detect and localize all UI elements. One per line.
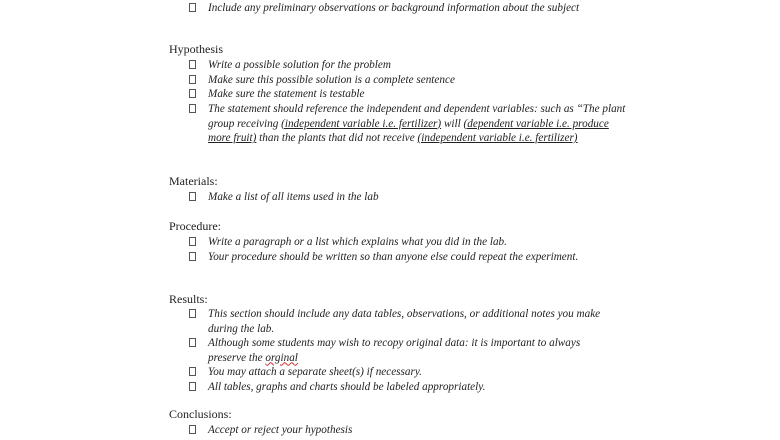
results-heading: Results: <box>169 292 208 306</box>
materials-item <box>189 190 629 205</box>
results-item <box>189 336 599 365</box>
checkbox-icon <box>189 3 196 12</box>
checkbox-icon <box>189 367 196 376</box>
checkbox-icon <box>189 89 196 98</box>
results-item <box>189 380 629 395</box>
intro-item-text: Include any preliminary observations or background information about the subject <box>208 2 580 14</box>
hypothesis-item-text: Write a possible solution for the problem <box>208 59 391 71</box>
intro-item <box>189 1 629 16</box>
checkbox-icon <box>189 192 196 201</box>
procedure-item-text: Write a paragraph or a list which explains what you did in the lab. <box>208 236 507 248</box>
procedure-item-text: Your procedure should be written so than anyone else could repeat the experiment. <box>208 250 579 263</box>
results-item-text: You may attach a separate sheet(s) if necessary. <box>208 366 422 378</box>
conclusions-item-text: Accept or reject your hypothesis <box>208 424 353 436</box>
underlined-phrase: (independent variable i.e. fertilizer) <box>281 117 442 130</box>
hypothesis-item-text: The statement should reference the independent and dependent variables: such as “The plant group receiving (independent variable i.e. fertilizer) will (dependent variable i.e. produce more fruit) than the plants that did not receive (independent variable i.e. fertilizer) <box>208 103 626 144</box>
hypothesis-item-text: Make sure this possible solution is a complete sentence <box>208 73 455 86</box>
checkbox-icon <box>189 252 196 261</box>
materials-heading: Materials: <box>169 174 218 188</box>
checkbox-icon <box>189 237 196 246</box>
hypothesis-item <box>189 58 629 73</box>
results-item <box>189 365 629 380</box>
hypothesis-heading: Hypothesis <box>169 42 223 56</box>
results-item-text: All tables, graphs and charts should be labeled appropriately. <box>208 380 486 393</box>
procedure-item <box>189 235 629 250</box>
results-item-text: Although some students may wish to recopy original data: it is important to always preserve the orginal <box>208 337 581 364</box>
checkbox-icon <box>189 382 196 391</box>
checkbox-icon <box>189 104 196 113</box>
underlined-phrase: (dependent variable i.e. produce more fruit) <box>208 117 609 144</box>
procedure-heading: Procedure: <box>169 219 221 233</box>
hypothesis-item <box>189 73 629 88</box>
conclusions-item <box>189 423 629 438</box>
underlined-phrase: (independent variable i.e. fertilizer) <box>417 132 578 144</box>
results-item-text: This section should include any data tables, observations, or additional notes you make during the lab. <box>208 308 601 335</box>
procedure-item <box>189 250 584 265</box>
checkbox-icon <box>189 425 196 434</box>
checkbox-icon <box>189 309 196 318</box>
hypothesis-item <box>189 102 629 146</box>
results-item <box>189 307 619 336</box>
conclusions-heading: Conclusions: <box>169 407 232 421</box>
checkbox-icon <box>189 60 196 69</box>
hypothesis-item <box>189 87 629 102</box>
checkbox-icon <box>189 338 196 347</box>
hypothesis-item-text: Make sure the statement is testable <box>208 88 365 100</box>
materials-item-text: Make a list of all items used in the lab <box>208 191 379 203</box>
checkbox-icon <box>189 75 196 84</box>
misspelled-word: orginal <box>265 351 298 364</box>
